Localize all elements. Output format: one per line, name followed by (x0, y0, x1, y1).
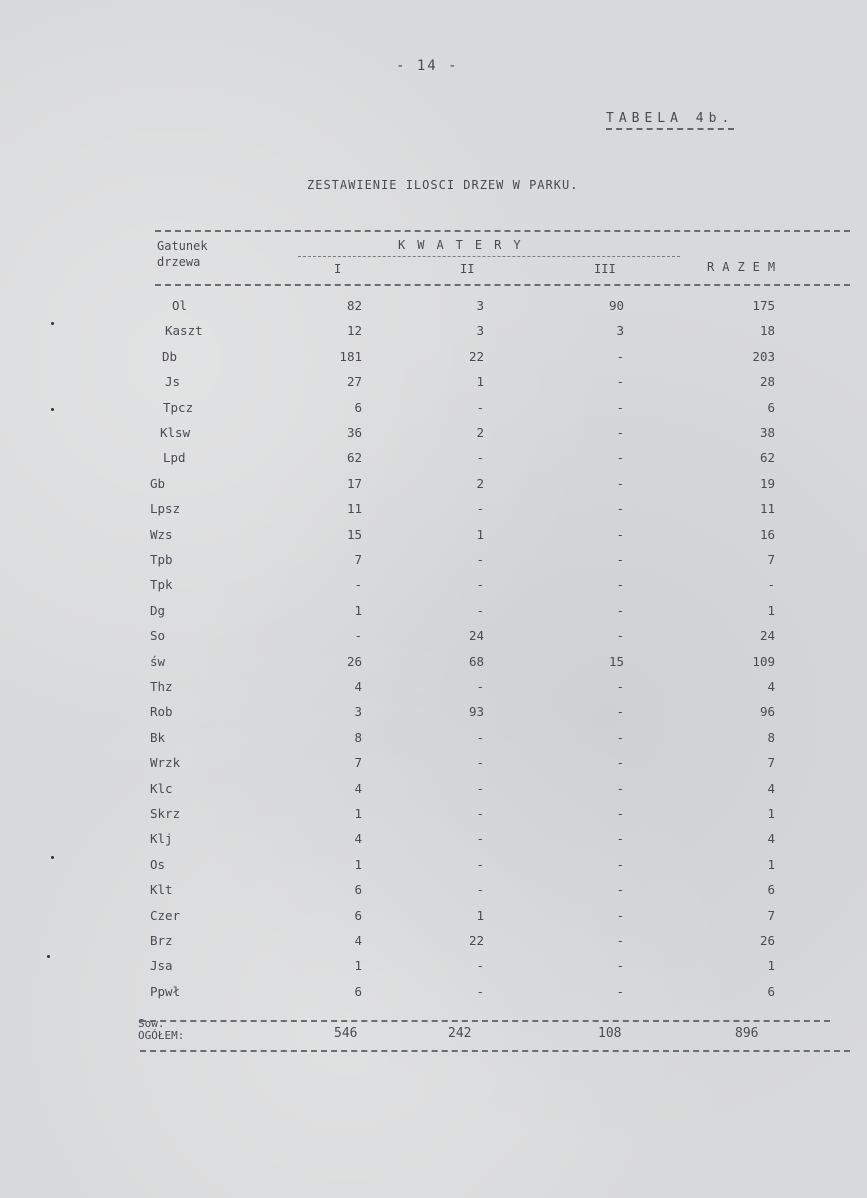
species-name: Thz (150, 679, 173, 694)
species-name: Wrzk (150, 755, 181, 771)
cell-iii: - (616, 882, 624, 898)
cell-iii: - (616, 374, 624, 390)
cell-i: 3 (354, 704, 362, 720)
cell-total: 96 (759, 704, 775, 720)
table-row (0, 654, 867, 679)
cell-i: 17 (346, 475, 362, 491)
cell-ii: - (476, 577, 484, 593)
cell-i: 1 (354, 958, 362, 974)
cell-ii: - (476, 780, 484, 796)
table-row (0, 400, 867, 425)
cell-iii: - (616, 425, 624, 440)
margin-mark (51, 408, 54, 411)
species-name: Skrz (150, 806, 181, 821)
cell-iii: - (616, 399, 624, 415)
species-name: Lpsz (150, 501, 181, 517)
cell-total: 203 (752, 348, 775, 364)
cell-total: 1 (767, 806, 775, 821)
table-row (0, 552, 867, 577)
col-header-i: I (334, 262, 342, 276)
cell-total: 1 (767, 602, 775, 618)
cell-i: 7 (354, 755, 362, 771)
cell-ii: 24 (468, 628, 484, 644)
cell-ii: - (476, 831, 484, 847)
cell-total: 38 (759, 425, 775, 440)
cell-iii: - (616, 933, 624, 948)
cell-i: - (354, 577, 362, 593)
col-header-ii: II (460, 262, 475, 276)
cell-ii: - (476, 856, 484, 872)
species-name: Tpcz (163, 399, 194, 415)
cell-total: 7 (767, 755, 775, 771)
cell-i: 11 (346, 501, 362, 517)
species-name: Lpd (163, 450, 186, 466)
cell-iii: - (616, 907, 624, 923)
table-row (0, 450, 867, 475)
cell-i: 6 (354, 882, 362, 898)
cell-ii: - (476, 806, 484, 821)
sum-total: 896 (735, 1026, 759, 1041)
species-name: Gb (150, 475, 166, 491)
cell-total: 11 (759, 501, 775, 517)
cell-ii: - (476, 983, 484, 999)
cell-i: 6 (354, 983, 362, 999)
species-name: Klsw (160, 425, 191, 440)
cell-total: 4 (767, 780, 775, 796)
sum-iii: 108 (598, 1026, 622, 1041)
cell-ii: 1 (476, 907, 484, 923)
cell-total: 7 (767, 552, 775, 567)
table-row (0, 628, 867, 653)
table-row (0, 984, 867, 1009)
table-row (0, 704, 867, 729)
cell-iii: - (616, 475, 624, 491)
cell-i: 4 (354, 831, 362, 847)
cell-ii: - (476, 399, 484, 415)
cell-ii: 1 (476, 374, 484, 390)
cell-total: 16 (759, 526, 775, 542)
cell-ii: 22 (468, 348, 484, 364)
cell-iii: - (616, 628, 624, 644)
table-row (0, 755, 867, 780)
table-row (0, 577, 867, 602)
cell-i: 4 (354, 933, 362, 948)
cell-iii: - (616, 450, 624, 466)
species-name: Rob (150, 704, 173, 720)
cell-iii: - (616, 602, 624, 618)
cell-ii: - (476, 552, 484, 567)
species-name: So (150, 628, 166, 644)
cell-total: 4 (767, 679, 775, 694)
group-rule (298, 256, 680, 257)
cell-total: 6 (767, 399, 775, 415)
cell-total: 4 (767, 831, 775, 847)
table-row (0, 527, 867, 552)
table-row (0, 781, 867, 806)
table-row (0, 603, 867, 628)
cell-iii: - (616, 577, 624, 593)
cell-iii: 15 (608, 653, 624, 669)
cell-total: 18 (759, 323, 775, 339)
cell-iii: - (616, 729, 624, 745)
table-row (0, 501, 867, 526)
cell-ii: 2 (476, 475, 484, 491)
cell-total: 26 (759, 933, 775, 948)
cell-total: 1 (767, 856, 775, 872)
cell-iii: - (616, 679, 624, 694)
col-header-iii: III (594, 262, 616, 276)
sum-rule (140, 1020, 830, 1022)
cell-iii: 3 (616, 323, 624, 339)
cell-iii: - (616, 958, 624, 974)
cell-total: 24 (759, 628, 775, 644)
cell-iii: - (616, 552, 624, 567)
cell-total: 6 (767, 983, 775, 999)
species-name: Wzs (150, 526, 173, 542)
cell-ii: 1 (476, 526, 484, 542)
cell-total: 6 (767, 882, 775, 898)
cell-iii: - (616, 806, 624, 821)
cell-total: 1 (767, 958, 775, 974)
cell-total: 28 (759, 374, 775, 390)
table-row (0, 806, 867, 831)
species-name: Js (165, 374, 181, 390)
cell-i: 62 (346, 450, 362, 466)
cell-ii: 3 (476, 323, 484, 339)
cell-total: - (767, 577, 775, 593)
bottom-rule (140, 1050, 850, 1052)
cell-i: 26 (346, 653, 362, 669)
top-rule (155, 230, 850, 232)
cell-ii: - (476, 729, 484, 745)
table-row (0, 958, 867, 983)
cell-i: 4 (354, 780, 362, 796)
header-rule (155, 284, 850, 286)
species-name: Kaszt (165, 323, 203, 339)
cell-i: 7 (354, 552, 362, 567)
table-row (0, 298, 867, 323)
cell-total: 8 (767, 729, 775, 745)
cell-i: 12 (346, 323, 362, 339)
cell-ii: - (476, 450, 484, 466)
cell-i: 181 (339, 348, 362, 364)
cell-i: 8 (354, 729, 362, 745)
species-name: Czer (150, 907, 181, 923)
species-name: św (150, 653, 166, 669)
cell-iii: - (616, 526, 624, 542)
table-row (0, 476, 867, 501)
margin-mark (47, 955, 50, 958)
cell-iii: - (616, 501, 624, 517)
cell-iii: - (616, 704, 624, 720)
species-name: Tpb (150, 552, 173, 567)
sum-label: Sow. OGÓŁEM: (138, 1017, 185, 1042)
cell-iii: - (616, 831, 624, 847)
group-header: KWATERY (398, 238, 533, 252)
margin-mark (51, 322, 54, 325)
cell-iii: 90 (608, 298, 624, 313)
table-row (0, 933, 867, 958)
cell-i: 4 (354, 679, 362, 694)
cell-i: 1 (354, 806, 362, 821)
table-row (0, 349, 867, 374)
cell-ii: - (476, 958, 484, 974)
cell-i: 6 (354, 399, 362, 415)
species-name: Ppwł (150, 983, 181, 999)
table-row (0, 908, 867, 933)
cell-iii: - (616, 983, 624, 999)
species-header-label: Gatunek drzewa (157, 239, 208, 269)
species-name: Tpk (150, 577, 173, 593)
species-header (157, 238, 208, 270)
cell-ii: 22 (468, 933, 484, 948)
species-name: Db (162, 348, 178, 364)
table-row (0, 374, 867, 399)
page-number: - 14 - (396, 58, 459, 74)
cell-i: 1 (354, 856, 362, 872)
cell-ii: 93 (468, 704, 484, 720)
species-name: Klc (150, 780, 173, 796)
cell-total: 62 (759, 450, 775, 466)
species-name: Os (150, 856, 166, 872)
cell-ii: 3 (476, 298, 484, 313)
cell-iii: - (616, 780, 624, 796)
cell-i: 27 (346, 374, 362, 390)
cell-total: 19 (759, 475, 775, 491)
cell-ii: 2 (476, 425, 484, 440)
cell-ii: - (476, 501, 484, 517)
table-row (0, 882, 867, 907)
cell-i: 36 (346, 425, 362, 440)
table-label: TABELA 4b. (606, 111, 734, 130)
table-row (0, 323, 867, 348)
cell-ii: - (476, 602, 484, 618)
cell-i: 6 (354, 907, 362, 923)
table-row (0, 730, 867, 755)
species-name: Bk (150, 729, 166, 745)
table-row (0, 831, 867, 856)
cell-iii: - (616, 856, 624, 872)
cell-total: 7 (767, 907, 775, 923)
cell-total: 109 (752, 653, 775, 669)
cell-ii: - (476, 679, 484, 694)
table-heading: ZESTAWIENIE ILOSCI DRZEW W PARKU. (307, 178, 579, 192)
species-name: Klj (150, 831, 173, 847)
species-name: Brz (150, 933, 173, 948)
species-name: Klt (150, 882, 173, 898)
table-row (0, 679, 867, 704)
cell-i: 15 (346, 526, 362, 542)
species-name: Jsa (150, 958, 173, 974)
cell-iii: - (616, 755, 624, 771)
cell-iii: - (616, 348, 624, 364)
cell-ii: 68 (468, 653, 484, 669)
cell-ii: - (476, 882, 484, 898)
table-row (0, 857, 867, 882)
species-name: Dg (150, 602, 166, 618)
cell-i: 1 (354, 602, 362, 618)
sum-i: 546 (334, 1026, 358, 1041)
species-name: Ol (172, 298, 188, 313)
total-header: RAZEM (707, 260, 784, 274)
cell-i: 82 (346, 298, 362, 313)
margin-mark (51, 856, 54, 859)
cell-i: - (354, 628, 362, 644)
sum-ii: 242 (448, 1026, 472, 1041)
table-row (0, 425, 867, 450)
cell-total: 175 (752, 298, 775, 313)
cell-ii: - (476, 755, 484, 771)
